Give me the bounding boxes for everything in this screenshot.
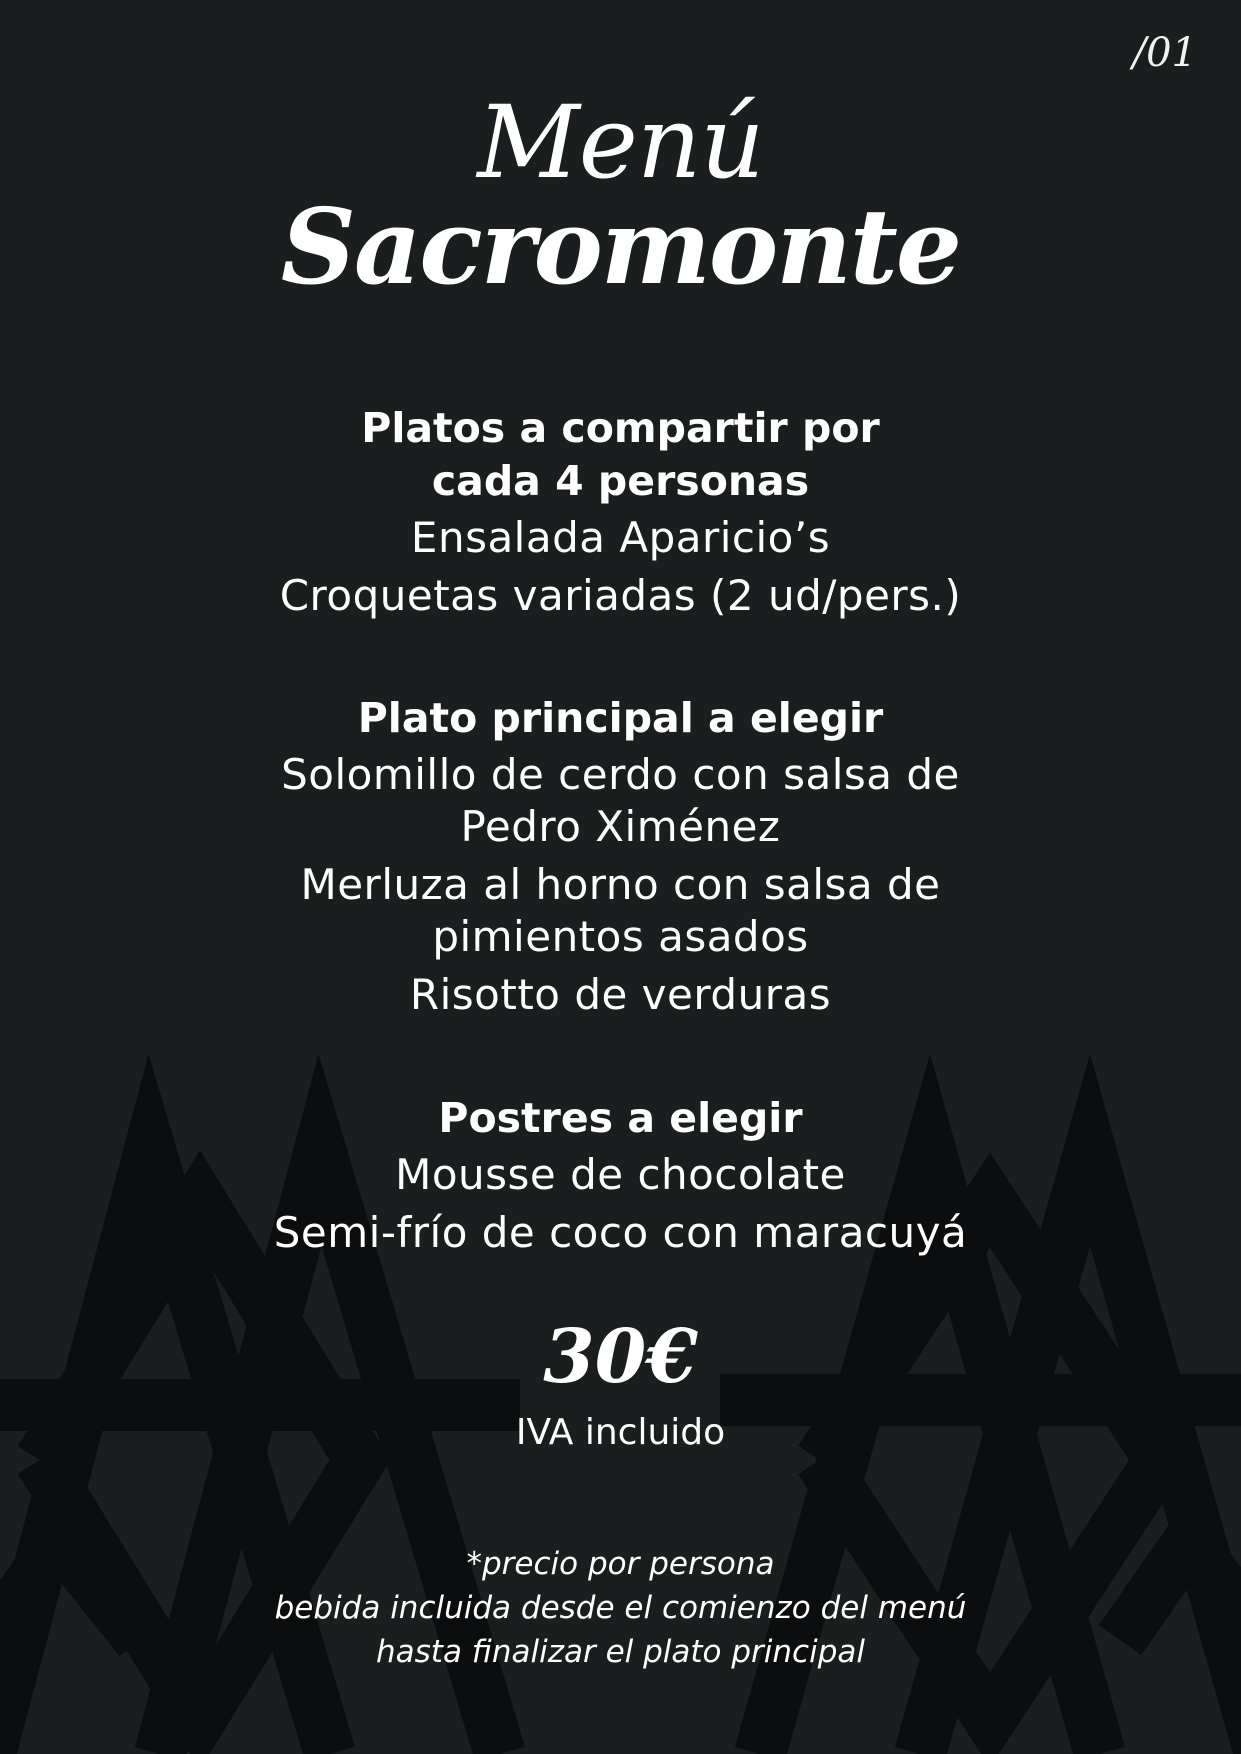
footnote-line: hasta finalizar el plato principal (376, 1634, 865, 1670)
menu-item: Merluza al horno con salsa de pimientos asados (300, 860, 941, 961)
section-shared-plates (0, 402, 1241, 628)
page-number: /01 (1132, 30, 1197, 76)
section-heading: Platos a compartir por cada 4 personas (361, 404, 880, 505)
menu-item: Semi-frío de coco con maracuyá (273, 1208, 968, 1257)
menu-item: Solomillo de cerdo con salsa de Pedro Ximénez (281, 750, 960, 851)
menu-item: Croquetas variadas (2 ud/pers.) (279, 571, 962, 620)
menu-item: Risotto de verduras (409, 970, 832, 1019)
section-heading: Postres a elegir (438, 1094, 803, 1142)
menu-title-line1: Menú (477, 84, 764, 201)
section-main-course (0, 692, 1241, 1027)
section-heading: Plato principal a elegir (357, 694, 884, 742)
footnote (0, 1542, 1241, 1674)
menu-item: Ensalada Aparicio’s (410, 513, 831, 562)
footnote-line: bebida incluida desde el comienzo del menú (274, 1590, 967, 1626)
section-desserts (0, 1092, 1241, 1265)
menu-item: Mousse de chocolate (395, 1150, 846, 1199)
menu-title-line2: Sacromonte (280, 185, 961, 308)
price-note: IVA incluido (515, 1412, 726, 1453)
price-amount: 30€ (543, 1314, 698, 1400)
footnote-line: *precio por persona (466, 1546, 775, 1582)
